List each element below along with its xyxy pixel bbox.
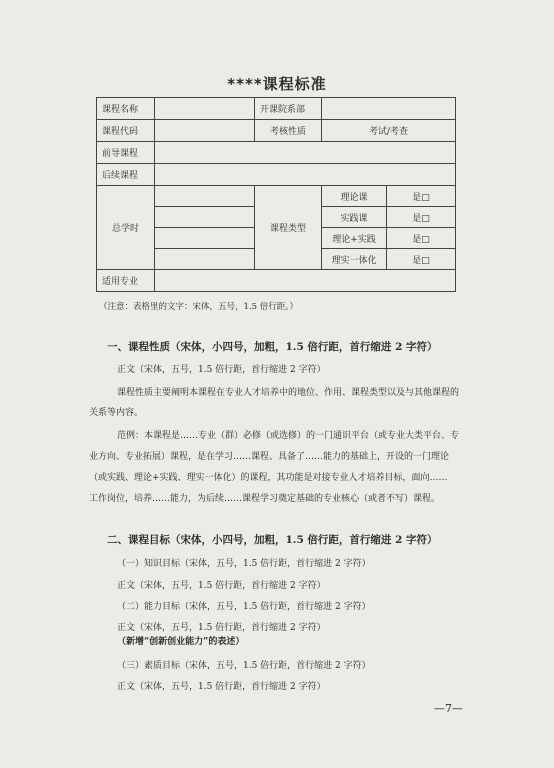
hours-cell: [155, 228, 255, 249]
total-hours-label: 总学时: [97, 186, 155, 270]
course-type-label: 课程类型: [255, 186, 322, 270]
major-label: 适用专业: [97, 270, 155, 292]
type-name: 理论+实践: [322, 228, 387, 249]
document-title: ****课程标准: [227, 75, 327, 93]
prereq-value: [155, 142, 456, 164]
objective-body: 正文（宋体，五号，1.5 倍行距，首行缩进 2 字符）: [117, 682, 326, 692]
hours-cell: [155, 186, 255, 207]
type-checkbox: 是□: [387, 186, 456, 207]
objective-quality-heading: （三）素质目标（宋体，五号，1.5 倍行距，首行缩进 2 字符）: [117, 661, 371, 671]
assess-label: 考核性质: [255, 120, 322, 142]
page-number: —7—: [434, 702, 463, 715]
type-name: 理论课: [322, 186, 387, 207]
hours-cell: [155, 249, 255, 270]
innovation-note: （新增“创新创业能力”的表述）: [117, 637, 245, 647]
section1-desc-line: 课程性质主要阐明本课程在专业人才培养中的地位、作用、课程类型以及与其他课程的: [117, 388, 460, 398]
table-row: [97, 270, 456, 292]
section1-example-line: 范例：本课程是……专业（群）必修（或选修）的一门通识平台（或专业大类平台、专: [117, 431, 460, 441]
objective-body: 正文（宋体，五号，1.5 倍行距，首行缩进 2 字符）: [117, 623, 326, 633]
table-row: [97, 164, 456, 186]
section2-heading: 二、课程目标（宋体，小四号，加粗，1.5 倍行距，首行缩进 2 字符）: [107, 534, 438, 546]
dept-label: 开课院系部: [255, 98, 322, 120]
type-checkbox: 是□: [387, 228, 456, 249]
type-checkbox: 是□: [387, 249, 456, 270]
table-row: [97, 186, 456, 207]
type-name: 理实一体化: [322, 249, 387, 270]
objective-knowledge-heading: （一）知识目标（宋体，五号，1.5 倍行距，首行缩进 2 字符）: [117, 559, 371, 569]
type-name: 实践课: [322, 207, 387, 228]
course-name-label: 课程名称: [97, 98, 155, 120]
course-code-value: [155, 120, 255, 142]
section1-desc-line: 关系等内容。: [89, 408, 144, 418]
hours-cell: [155, 207, 255, 228]
prereq-label: 前导课程: [97, 142, 155, 164]
table-row: [97, 98, 456, 120]
section1-example-line: 工作岗位，培养……能力，为后续……课程学习奠定基础的专业核心（或者不写）课程。: [89, 494, 441, 504]
major-value: [155, 270, 456, 292]
type-checkbox: 是□: [387, 207, 456, 228]
section1-heading: 一、课程性质（宋体，小四号，加粗，1.5 倍行距，首行缩进 2 字符）: [107, 341, 438, 353]
table-note: （注意：表格里的文字：宋体，五号，1.5 倍行距。）: [99, 302, 298, 312]
objective-ability-heading: （二）能力目标（宋体，五号，1.5 倍行距，首行缩进 2 字符）: [117, 602, 371, 612]
course-info-table: [96, 97, 456, 292]
table-row: [97, 120, 456, 142]
section1-example-line: 业方向、专业拓展）课程，是在学习……课程、具备了……能力的基础上，开设的一门理论: [89, 452, 450, 462]
assess-value: 考试/考查: [322, 120, 456, 142]
section1-example-line: （或实践、理论+实践、理实一体化）的课程，其功能是对接专业人才培养目标，面向……: [89, 473, 448, 483]
table-row: [97, 142, 456, 164]
course-code-label: 课程代码: [97, 120, 155, 142]
followup-value: [155, 164, 456, 186]
section1-body-format: 正文（宋体，五号，1.5 倍行距，首行缩进 2 字符）: [117, 365, 326, 375]
course-name-value: [155, 98, 255, 120]
objective-body: 正文（宋体，五号，1.5 倍行距，首行缩进 2 字符）: [117, 581, 326, 591]
followup-label: 后续课程: [97, 164, 155, 186]
dept-value: [322, 98, 456, 120]
